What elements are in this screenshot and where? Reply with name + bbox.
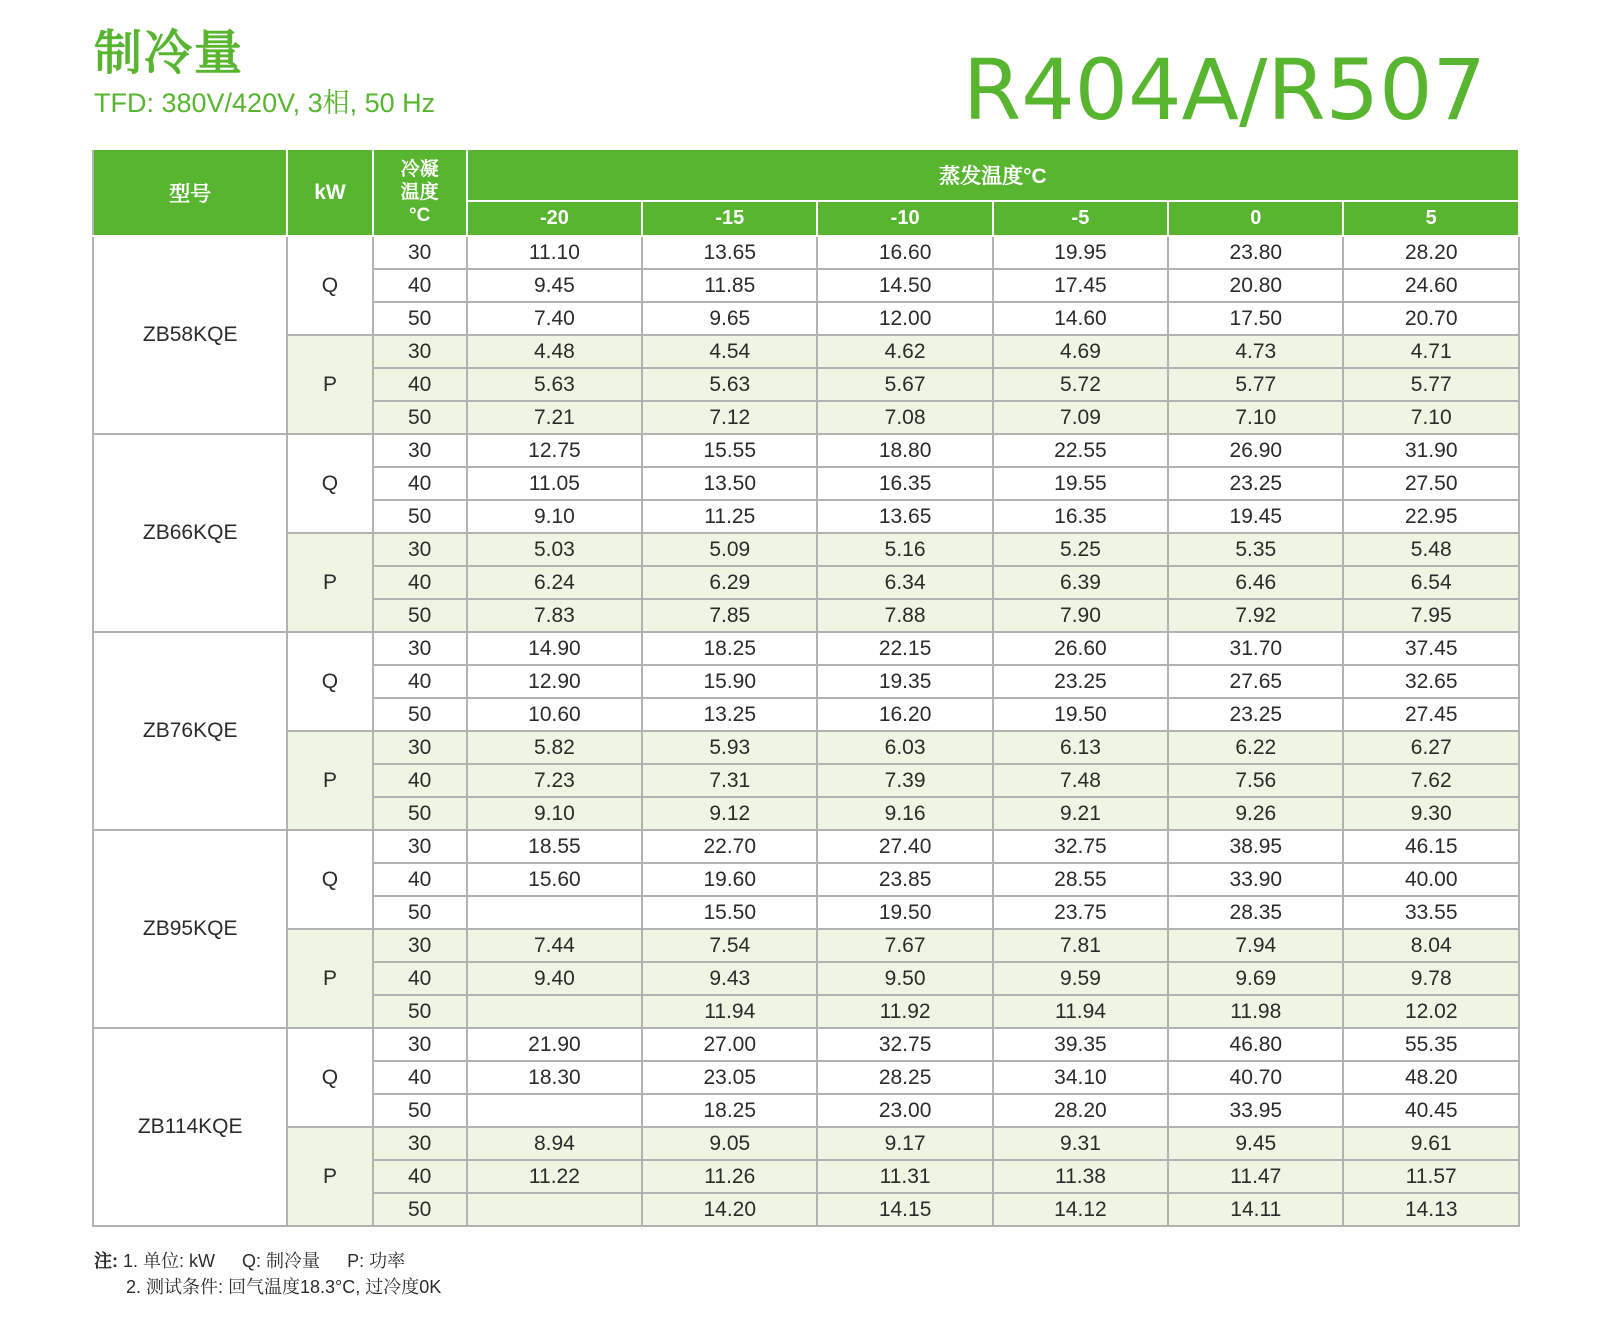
value-cell: 5.77 — [1168, 368, 1343, 401]
performance-table — [92, 148, 1520, 1227]
value-cell: 13.25 — [642, 698, 817, 731]
value-cell: 7.12 — [642, 401, 817, 434]
value-cell: 6.54 — [1343, 566, 1519, 599]
value-cell: 18.25 — [642, 632, 817, 665]
value-cell: 5.03 — [467, 533, 642, 566]
table-row — [93, 1028, 1519, 1061]
value-cell: 27.65 — [1168, 665, 1343, 698]
value-cell: 9.65 — [642, 302, 817, 335]
value-cell: 9.61 — [1343, 1127, 1519, 1160]
value-cell: 5.16 — [817, 533, 992, 566]
value-cell: 11.92 — [817, 995, 992, 1028]
value-cell: 7.54 — [642, 929, 817, 962]
value-cell: 6.29 — [642, 566, 817, 599]
cond-temp-cell: 30 — [373, 731, 467, 764]
value-cell: 15.50 — [642, 896, 817, 929]
page-subtitle: TFD: 380V/420V, 3相, 50 Hz — [94, 88, 436, 118]
value-cell: 46.15 — [1343, 830, 1519, 863]
value-cell: 7.88 — [817, 599, 992, 632]
model-cell: ZB95KQE — [93, 830, 287, 1028]
value-cell: 7.10 — [1343, 401, 1519, 434]
value-cell: 24.60 — [1343, 269, 1519, 302]
model-cell: ZB58KQE — [93, 236, 287, 434]
value-cell: 9.78 — [1343, 962, 1519, 995]
value-cell — [467, 896, 642, 929]
value-cell: 7.23 — [467, 764, 642, 797]
value-cell: 7.83 — [467, 599, 642, 632]
value-cell: 11.31 — [817, 1160, 992, 1193]
col-header-cond-temp — [373, 149, 467, 236]
value-cell: 11.94 — [642, 995, 817, 1028]
value-cell: 23.85 — [817, 863, 992, 896]
value-cell — [467, 995, 642, 1028]
value-cell: 23.75 — [993, 896, 1168, 929]
value-cell: 7.39 — [817, 764, 992, 797]
value-cell: 7.94 — [1168, 929, 1343, 962]
note-label: 注: — [94, 1251, 118, 1271]
value-cell: 11.57 — [1343, 1160, 1519, 1193]
value-cell: 23.80 — [1168, 236, 1343, 269]
value-cell: 9.10 — [467, 797, 642, 830]
value-cell: 18.80 — [817, 434, 992, 467]
cond-temp-cell: 40 — [373, 962, 467, 995]
cond-temp-cell: 40 — [373, 269, 467, 302]
value-cell: 27.45 — [1343, 698, 1519, 731]
value-cell: 6.03 — [817, 731, 992, 764]
cond-temp-cell: 30 — [373, 1028, 467, 1061]
value-cell: 7.40 — [467, 302, 642, 335]
cond-temp-cell: 50 — [373, 302, 467, 335]
evap-temp-header: -5 — [993, 201, 1168, 236]
table-row — [93, 533, 1519, 566]
value-cell: 6.27 — [1343, 731, 1519, 764]
value-cell: 15.55 — [642, 434, 817, 467]
value-cell: 9.21 — [993, 797, 1168, 830]
table-row — [93, 632, 1519, 665]
cond-temp-cell: 40 — [373, 665, 467, 698]
value-cell: 9.30 — [1343, 797, 1519, 830]
value-cell: 9.45 — [467, 269, 642, 302]
value-cell: 19.55 — [993, 467, 1168, 500]
value-cell: 4.71 — [1343, 335, 1519, 368]
refrigerant-label: R404A/R507 — [962, 41, 1486, 139]
cond-temp-cell: 50 — [373, 698, 467, 731]
value-cell: 11.25 — [642, 500, 817, 533]
evap-temp-header: -15 — [642, 201, 817, 236]
kw-type-cell: Q — [287, 434, 372, 533]
value-cell: 4.62 — [817, 335, 992, 368]
value-cell: 9.17 — [817, 1127, 992, 1160]
note-p: P: 功率 — [347, 1251, 406, 1271]
value-cell: 5.67 — [817, 368, 992, 401]
value-cell: 38.95 — [1168, 830, 1343, 863]
value-cell: 7.62 — [1343, 764, 1519, 797]
cond-temp-cell: 30 — [373, 632, 467, 665]
cond-temp-cell: 50 — [373, 797, 467, 830]
value-cell: 7.81 — [993, 929, 1168, 962]
value-cell: 19.35 — [817, 665, 992, 698]
value-cell: 16.20 — [817, 698, 992, 731]
value-cell: 9.26 — [1168, 797, 1343, 830]
cond-temp-cell: 40 — [373, 368, 467, 401]
value-cell: 21.90 — [467, 1028, 642, 1061]
value-cell: 5.35 — [1168, 533, 1343, 566]
value-cell: 7.90 — [993, 599, 1168, 632]
cond-temp-cell: 50 — [373, 401, 467, 434]
value-cell: 9.16 — [817, 797, 992, 830]
value-cell: 16.60 — [817, 236, 992, 269]
cond-temp-cell: 50 — [373, 599, 467, 632]
value-cell: 33.55 — [1343, 896, 1519, 929]
value-cell: 11.38 — [993, 1160, 1168, 1193]
value-cell: 32.75 — [993, 830, 1168, 863]
value-cell: 22.95 — [1343, 500, 1519, 533]
value-cell: 23.25 — [1168, 467, 1343, 500]
value-cell: 28.35 — [1168, 896, 1343, 929]
value-cell: 14.20 — [642, 1193, 817, 1226]
value-cell: 5.77 — [1343, 368, 1519, 401]
value-cell: 12.75 — [467, 434, 642, 467]
value-cell: 18.55 — [467, 830, 642, 863]
note-unit: 1. 单位: kW — [123, 1251, 216, 1271]
kw-type-cell: Q — [287, 1028, 372, 1127]
value-cell: 12.90 — [467, 665, 642, 698]
model-cell: ZB76KQE — [93, 632, 287, 830]
value-cell: 12.02 — [1343, 995, 1519, 1028]
value-cell: 6.39 — [993, 566, 1168, 599]
value-cell: 6.22 — [1168, 731, 1343, 764]
evap-temp-header: 0 — [1168, 201, 1343, 236]
kw-type-cell: P — [287, 929, 372, 1028]
value-cell: 7.85 — [642, 599, 817, 632]
col-header-model: 型号 — [93, 149, 287, 236]
cond-temp-cell: 30 — [373, 830, 467, 863]
value-cell: 14.15 — [817, 1193, 992, 1226]
value-cell: 23.25 — [993, 665, 1168, 698]
value-cell: 9.12 — [642, 797, 817, 830]
value-cell: 7.10 — [1168, 401, 1343, 434]
value-cell: 11.47 — [1168, 1160, 1343, 1193]
value-cell: 6.13 — [993, 731, 1168, 764]
value-cell: 6.24 — [467, 566, 642, 599]
model-cell: ZB66KQE — [93, 434, 287, 632]
value-cell: 33.95 — [1168, 1094, 1343, 1127]
kw-type-cell: Q — [287, 632, 372, 731]
note-line-1 — [94, 1248, 441, 1274]
value-cell: 8.94 — [467, 1127, 642, 1160]
value-cell: 4.54 — [642, 335, 817, 368]
value-cell: 31.90 — [1343, 434, 1519, 467]
cond-temp-cell: 40 — [373, 566, 467, 599]
value-cell: 19.50 — [817, 896, 992, 929]
cond-temp-cell: 30 — [373, 533, 467, 566]
value-cell: 13.50 — [642, 467, 817, 500]
value-cell: 16.35 — [993, 500, 1168, 533]
value-cell: 5.25 — [993, 533, 1168, 566]
value-cell: 14.12 — [993, 1193, 1168, 1226]
value-cell: 39.35 — [993, 1028, 1168, 1061]
value-cell: 28.20 — [1343, 236, 1519, 269]
value-cell: 40.70 — [1168, 1061, 1343, 1094]
value-cell: 9.45 — [1168, 1127, 1343, 1160]
value-cell: 14.60 — [993, 302, 1168, 335]
value-cell: 23.05 — [642, 1061, 817, 1094]
kw-type-cell: P — [287, 533, 372, 632]
value-cell — [467, 1094, 642, 1127]
value-cell: 17.45 — [993, 269, 1168, 302]
value-cell: 46.80 — [1168, 1028, 1343, 1061]
value-cell: 37.45 — [1343, 632, 1519, 665]
cond-header-line: °C — [408, 205, 431, 226]
value-cell: 5.72 — [993, 368, 1168, 401]
value-cell: 19.45 — [1168, 500, 1343, 533]
value-cell: 23.00 — [817, 1094, 992, 1127]
table-row — [93, 1127, 1519, 1160]
value-cell: 48.20 — [1343, 1061, 1519, 1094]
kw-type-cell: P — [287, 731, 372, 830]
value-cell: 7.21 — [467, 401, 642, 434]
page-title: 制冷量 — [94, 27, 245, 80]
value-cell: 4.69 — [993, 335, 1168, 368]
note-q: Q: 制冷量 — [242, 1251, 321, 1271]
cond-temp-cell: 40 — [373, 467, 467, 500]
note-line-2: 2. 测试条件: 回气温度18.3°C, 过冷度0K — [126, 1277, 442, 1297]
cond-temp-cell: 50 — [373, 1094, 467, 1127]
cond-temp-cell: 40 — [373, 1160, 467, 1193]
table-row — [93, 929, 1519, 962]
evap-temp-header: -10 — [817, 201, 992, 236]
value-cell: 5.93 — [642, 731, 817, 764]
value-cell: 19.50 — [993, 698, 1168, 731]
value-cell: 11.10 — [467, 236, 642, 269]
value-cell: 5.82 — [467, 731, 642, 764]
kw-type-cell: Q — [287, 830, 372, 929]
value-cell: 5.63 — [642, 368, 817, 401]
value-cell: 27.40 — [817, 830, 992, 863]
cond-temp-cell: 30 — [373, 1127, 467, 1160]
value-cell: 40.45 — [1343, 1094, 1519, 1127]
value-cell: 26.60 — [993, 632, 1168, 665]
cond-temp-cell: 30 — [373, 929, 467, 962]
cond-temp-cell: 30 — [373, 335, 467, 368]
value-cell: 5.48 — [1343, 533, 1519, 566]
value-cell: 7.09 — [993, 401, 1168, 434]
value-cell: 40.00 — [1343, 863, 1519, 896]
value-cell: 14.90 — [467, 632, 642, 665]
value-cell: 6.34 — [817, 566, 992, 599]
table-row — [93, 731, 1519, 764]
value-cell: 11.05 — [467, 467, 642, 500]
value-cell: 9.50 — [817, 962, 992, 995]
value-cell: 7.56 — [1168, 764, 1343, 797]
value-cell: 9.10 — [467, 500, 642, 533]
value-cell: 20.80 — [1168, 269, 1343, 302]
value-cell: 22.70 — [642, 830, 817, 863]
col-header-kw: kW — [287, 149, 372, 236]
value-cell: 28.20 — [993, 1094, 1168, 1127]
value-cell: 11.98 — [1168, 995, 1343, 1028]
cond-header-line: 冷凝 — [400, 159, 439, 180]
value-cell: 14.11 — [1168, 1193, 1343, 1226]
value-cell: 9.59 — [993, 962, 1168, 995]
table-body — [93, 236, 1519, 1226]
value-cell: 22.55 — [993, 434, 1168, 467]
value-cell: 22.15 — [817, 632, 992, 665]
value-cell: 15.90 — [642, 665, 817, 698]
value-cell: 4.48 — [467, 335, 642, 368]
value-cell: 23.25 — [1168, 698, 1343, 731]
value-cell: 18.30 — [467, 1061, 642, 1094]
value-cell: 4.73 — [1168, 335, 1343, 368]
value-cell: 9.05 — [642, 1127, 817, 1160]
value-cell: 5.09 — [642, 533, 817, 566]
value-cell: 7.92 — [1168, 599, 1343, 632]
value-cell — [467, 1193, 642, 1226]
kw-type-cell: P — [287, 1127, 372, 1226]
value-cell: 32.75 — [817, 1028, 992, 1061]
value-cell: 7.08 — [817, 401, 992, 434]
value-cell: 14.50 — [817, 269, 992, 302]
cond-header-line: 温度 — [400, 182, 439, 203]
value-cell: 8.04 — [1343, 929, 1519, 962]
value-cell: 11.22 — [467, 1160, 642, 1193]
value-cell: 9.31 — [993, 1127, 1168, 1160]
value-cell: 27.00 — [642, 1028, 817, 1061]
evap-temp-header: -20 — [467, 201, 642, 236]
table-row — [93, 434, 1519, 467]
value-cell: 15.60 — [467, 863, 642, 896]
value-cell: 11.94 — [993, 995, 1168, 1028]
value-cell: 19.60 — [642, 863, 817, 896]
value-cell: 13.65 — [817, 500, 992, 533]
value-cell: 11.26 — [642, 1160, 817, 1193]
value-cell: 27.50 — [1343, 467, 1519, 500]
value-cell: 10.60 — [467, 698, 642, 731]
value-cell: 9.40 — [467, 962, 642, 995]
evap-temp-header: 5 — [1343, 201, 1519, 236]
value-cell: 19.95 — [993, 236, 1168, 269]
cond-temp-cell: 40 — [373, 764, 467, 797]
value-cell: 7.44 — [467, 929, 642, 962]
cond-temp-cell: 50 — [373, 1193, 467, 1226]
cond-temp-cell: 40 — [373, 1061, 467, 1094]
value-cell: 12.00 — [817, 302, 992, 335]
value-cell: 18.25 — [642, 1094, 817, 1127]
value-cell: 9.69 — [1168, 962, 1343, 995]
value-cell: 5.63 — [467, 368, 642, 401]
kw-type-cell: P — [287, 335, 372, 434]
value-cell: 13.65 — [642, 236, 817, 269]
value-cell: 26.90 — [1168, 434, 1343, 467]
table-row — [93, 335, 1519, 368]
value-cell: 34.10 — [993, 1061, 1168, 1094]
value-cell: 9.43 — [642, 962, 817, 995]
cond-temp-cell: 30 — [373, 434, 467, 467]
notes — [94, 1248, 441, 1300]
value-cell: 33.90 — [1168, 863, 1343, 896]
cond-temp-cell: 50 — [373, 995, 467, 1028]
value-cell: 11.85 — [642, 269, 817, 302]
col-header-evap-temp: 蒸发温度°C — [467, 149, 1519, 201]
value-cell: 28.25 — [817, 1061, 992, 1094]
value-cell: 14.13 — [1343, 1193, 1519, 1226]
model-cell: ZB114KQE — [93, 1028, 287, 1226]
cond-temp-cell: 50 — [373, 896, 467, 929]
kw-type-cell: Q — [287, 236, 372, 335]
value-cell: 7.31 — [642, 764, 817, 797]
value-cell: 7.95 — [1343, 599, 1519, 632]
table-row — [93, 236, 1519, 269]
cond-temp-cell: 50 — [373, 500, 467, 533]
value-cell: 7.67 — [817, 929, 992, 962]
value-cell: 20.70 — [1343, 302, 1519, 335]
value-cell: 6.46 — [1168, 566, 1343, 599]
value-cell: 55.35 — [1343, 1028, 1519, 1061]
value-cell: 16.35 — [817, 467, 992, 500]
value-cell: 7.48 — [993, 764, 1168, 797]
cond-temp-cell: 30 — [373, 236, 467, 269]
value-cell: 31.70 — [1168, 632, 1343, 665]
cond-temp-cell: 40 — [373, 863, 467, 896]
value-cell: 17.50 — [1168, 302, 1343, 335]
table-row — [93, 830, 1519, 863]
value-cell: 32.65 — [1343, 665, 1519, 698]
value-cell: 28.55 — [993, 863, 1168, 896]
